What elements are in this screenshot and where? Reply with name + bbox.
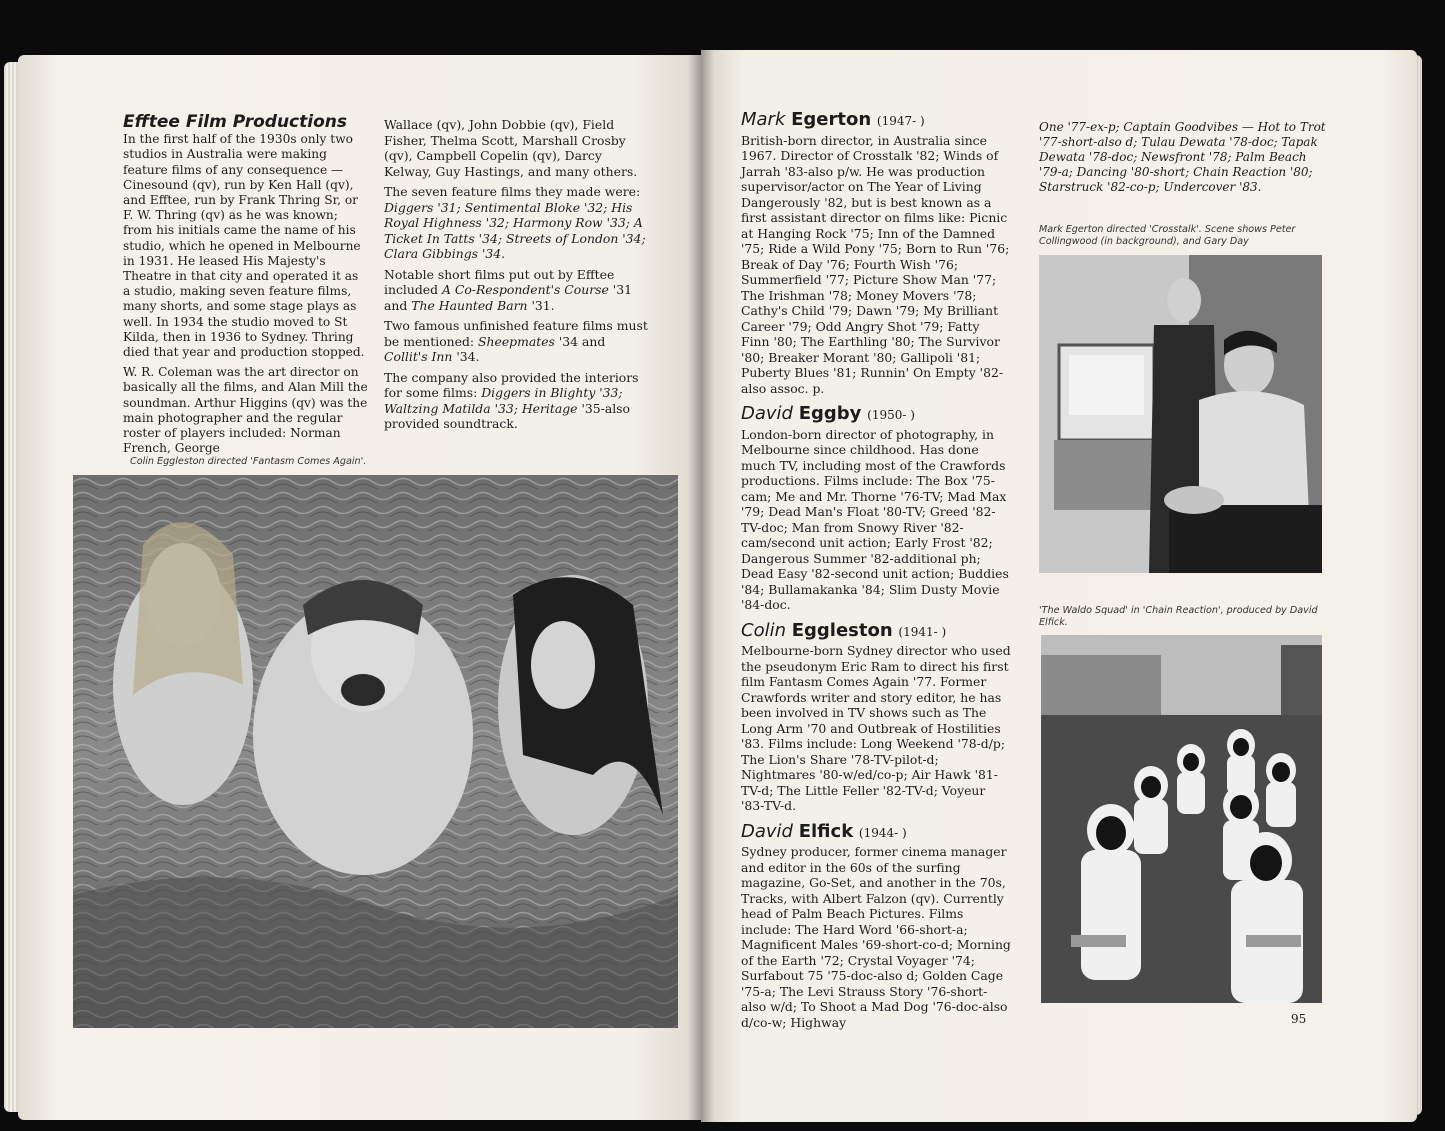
first-name: Mark <box>741 109 786 130</box>
waldo-squad-photo <box>1041 635 1322 1003</box>
paragraph <box>384 267 652 314</box>
swimming-photo <box>73 475 678 1028</box>
text: '34 and <box>554 333 606 349</box>
paragraph <box>384 370 652 432</box>
entry-text: Melbourne-born Sydney director who used the pseudonym Eric Ram to direct his first film Fantasm Comes Again '77. Former Crawfords writer and story editor, he has been involved in TV shows such as The Long Arm '70 and Outbreak of Hostilities '83. Films include: Long Weekend '78-d/p; The Lion's Share '78-TV-pilot-d; Nightmares '80-w/ed/co-p; Air Hawk '81-TV-d; The Little Feller '82-TV-d; Voyeur '83-TV-d. <box>741 643 1011 813</box>
right-column-2 <box>1039 120 1329 200</box>
last-name: Elfick <box>798 820 854 842</box>
text: Notable short films put out by Efftee included <box>384 266 615 297</box>
photo-caption: Mark Egerton directed 'Crosstalk'. Scene shows Peter Collingwood (in background), and Gary Day <box>1039 224 1296 247</box>
last-name: Eggby <box>798 403 862 424</box>
text: The company also provided the interiors for some films: <box>384 369 639 400</box>
first-name: Colin <box>741 619 786 641</box>
book-gutter <box>688 50 714 1122</box>
entry-text: London-born director of photography, in Melbourne since childhood. Has done much TV, including most of the Crawfords productions. Films include: The Box '75-cam; Me and Mr. Thorne '76-TV; Mad Max '79; Dead Man's Float '80-TV; Greed '82-TV-doc; Man from Snowy River '82-cam/second unit action; Early Frost '82; Dangerous Summer '82-additional ph; Dead Easy '82-second unit action; Buddies '84; Bullamakanka '84; Slim Dusty Movie '84-doc. <box>741 426 1009 612</box>
entry-heading <box>741 820 1011 842</box>
film-list: Diggers in Blighty '33; Waltzing Matilda '33; Heritage <box>384 385 623 416</box>
text: '31 and <box>384 282 632 313</box>
crosstalk-photo-image <box>1039 255 1322 573</box>
text: The seven feature films they made were: <box>384 184 641 199</box>
last-name: Eggleston <box>791 619 893 641</box>
crosstalk-photo <box>1039 255 1322 573</box>
page-number: 95 <box>1291 1012 1307 1026</box>
entry-heading <box>741 619 1011 641</box>
paragraph: In the first half of the 1930s only two studios in Australia were making feature films of any consequence — Cinesound (qv), run by Ken Hall (qv), and Efftee, run by Frank Thring Sr, or F. W. Thring (qv) as he was known; from his initials came the name of his studio, which he opened in Melbourne in 1931. He leased His Majesty's Theatre in that city and operated it as a studio, making seven feature films, many shorts, and some stage plays as well. In 1934 the studio moved to St Kilda, then in 1936 to Sydney. Thring died that year and production stopped. <box>123 132 365 360</box>
waldo-squad-photo-image <box>1041 635 1322 1003</box>
entry-text: British-born director, in Australia since 1967. Director of Crosstalk '82; Winds of Jarrah '83-also p/w. He was production supervisor/actor on The Year of Living Dangerously '82, but is best known as a first assistant director on films like: Picnic at Hanging Rock '75; Inn of the Damned '75; Ride a Wild Pony '75; Born to Run '76; Break of Day '76; Fourth Wish '76; Summerfield '77; Picture Show Man '77; The Irishman '78; Money Movers '78; Cathy's Child '79; Dawn '79; My Brilliant Career '79; Odd Angry Shot '79; Fatty Finn '80; The Earthling '80; The Survivor '80; Breaker Morant '80; Gallipoli '81; Puberty Blues '81; Runnin' On Empty '82-also assoc. p. <box>741 132 1010 396</box>
paragraph: W. R. Coleman was the art director on basically all the films, and Alan Mill the soundman. Arthur Higgins (qv) was the main photographer and the regular roster of players included: Norman French, George <box>123 365 368 456</box>
film-title: Collit's Inn <box>384 349 453 364</box>
swimming-photo-image <box>73 475 678 1028</box>
left-page <box>18 55 701 1120</box>
entry-heading <box>741 109 1011 130</box>
years: (1950- ) <box>867 408 915 422</box>
photo-caption: Colin Eggleston directed 'Fantasm Comes Again'. <box>130 456 367 467</box>
photo-caption: 'The Waldo Squad' in 'Chain Reaction', produced by David Elfick. <box>1039 605 1318 628</box>
paragraph <box>384 318 652 365</box>
years: (1941- ) <box>898 624 947 639</box>
text: Two famous unfinished feature films must be mentioned: <box>384 318 648 349</box>
film-title: The Haunted Barn <box>411 297 528 313</box>
left-column-1 <box>123 112 368 461</box>
right-page <box>701 50 1417 1122</box>
film-title: Sheepmates <box>478 333 555 349</box>
film-list: Diggers '31; Sentimental Bloke '32; His Royal Highness '32; Harmony Row '33; A Ticket In Tatts '34; Streets of London '34; Clara Gibbings '34. <box>384 199 646 261</box>
entry-heading <box>741 403 1011 424</box>
years: (1947- ) <box>876 114 925 128</box>
text: '35-also provided soundtrack. <box>384 400 630 431</box>
right-column-1 <box>741 109 1011 1035</box>
film-title: A Co-Respondent's Course <box>441 282 609 297</box>
paragraph: Wallace (qv), John Dobbie (qv), Field Fisher, Thelma Scott, Marshall Crosby (qv), Campbell Copelin (qv), Darcy Kelway, Guy Hastings, and many others. <box>384 117 638 179</box>
years: (1944- ) <box>858 825 907 840</box>
text: '34. <box>452 349 480 364</box>
entry-text: Sydney producer, former cinema manager and editor in the 60s of the surfing magazine, Go-Set, and another in the 70s, Tracks, with Albert Falzon (qv). Currently head of Palm Beach Pictures. Films include: The Hard Word '66-short-a; Magnificent Males '69-short-co-d; Morning of the Earth '72; Crystal Voyager '74; Surfabout 75 '75-doc-also d; Golden Cage '75-a; The Levi Strauss Story '76-short-also w/d; To Shoot a Mad Dog '76-doc-also d/co-w; Highway <box>741 844 1011 1030</box>
paragraph <box>384 184 652 262</box>
left-column-2 <box>384 117 652 437</box>
entry-text-continued: One '77-ex-p; Captain Goodvibes — Hot to Trot '77-short-also d; Tulau Dewata '78-doc; Tapak Dewata '78-doc; Newsfront '78; Palm Beach '79-a; Dancing '80-short; Chain Reaction '80; Starstruck '82-co-p; Undercover '83. <box>1039 120 1326 194</box>
first-name: David <box>741 403 793 424</box>
section-title: Efftee Film Productions <box>123 112 347 132</box>
first-name: David <box>741 820 793 842</box>
last-name: Egerton <box>791 109 872 130</box>
text: '31. <box>527 297 555 313</box>
